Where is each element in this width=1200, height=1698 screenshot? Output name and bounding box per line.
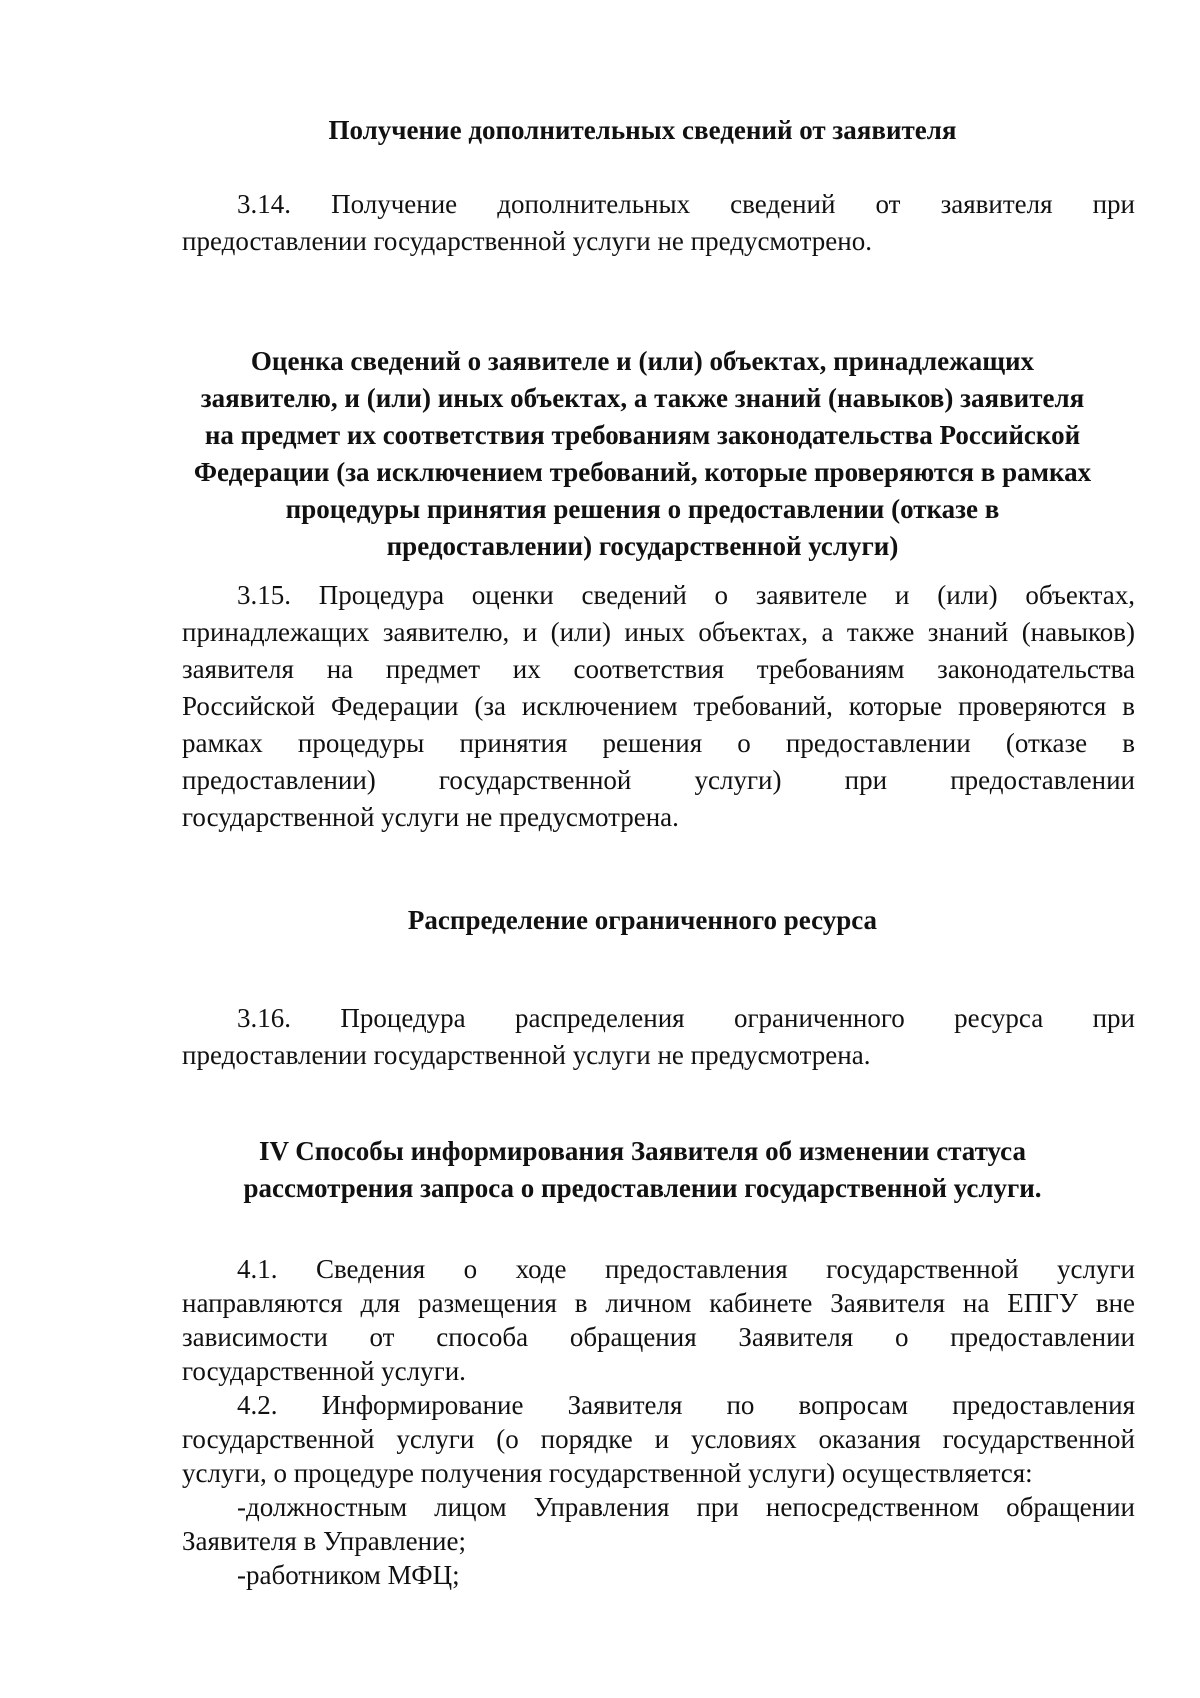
paragraph-4-1	[182, 1252, 1135, 1388]
paragraph-line: государственной услуги не предусмотрена.	[182, 802, 679, 832]
paragraph-line: предоставлении) государственной услуги) при предоставлении	[182, 765, 1135, 795]
paragraph-3-14	[182, 186, 1135, 260]
paragraph-line: 4.2. Информирование Заявителя по вопросам предоставления	[237, 1390, 1135, 1420]
heading-line: Федерации (за исключением требований, которые проверяются в рамках	[193, 457, 1092, 487]
paragraph-line: государственной услуги.	[182, 1356, 466, 1386]
heading-additional-info: Получение дополнительных сведений от заявителя	[328, 115, 957, 145]
paragraph-line: услуги, о процедуре получения государственной услуги) осуществляется:	[182, 1458, 1033, 1488]
paragraph-bullet-2	[182, 1558, 1135, 1592]
heading-line: процедуры принятия решения о предоставлении (отказе в	[285, 494, 1000, 524]
paragraph-line: Российской Федерации (за исключением требований, которые проверяются в	[182, 691, 1135, 721]
heading-line: рассмотрения запроса о предоставлении государственной услуги.	[243, 1173, 1042, 1203]
paragraph-line: -работником МФЦ;	[237, 1560, 460, 1590]
paragraph-line: 3.14. Получение дополнительных сведений от заявителя при	[237, 189, 1135, 219]
paragraph-line: государственной услуги (о порядке и условиях оказания государственной	[182, 1424, 1135, 1454]
paragraph-3-15	[182, 577, 1135, 836]
heading-line: на предмет их соответствия требованиям законодательства Российской	[204, 420, 1081, 450]
heading-line: заявителю, и (или) иных объектах, а также знаний (навыков) заявителя	[200, 383, 1085, 413]
paragraph-line: зависимости от способа обращения Заявителя о предоставлении	[182, 1322, 1135, 1352]
paragraph-line: Заявителя в Управление;	[182, 1526, 466, 1556]
heading-assessment	[150, 343, 1135, 565]
paragraph-3-16	[182, 1000, 1135, 1074]
heading-section-iv	[150, 1133, 1135, 1207]
paragraph-line: заявителя на предмет их соответствия требованиям законодательства	[182, 654, 1135, 684]
paragraph-line: рамках процедуры принятия решения о предоставлении (отказе в	[182, 728, 1135, 758]
paragraph-bullet-1	[182, 1490, 1135, 1558]
paragraph-line: 3.16. Процедура распределения ограниченного ресурса при	[237, 1003, 1135, 1033]
heading-line: Оценка сведений о заявителе и (или) объектах, принадлежащих	[250, 346, 1035, 376]
paragraph-line: принадлежащих заявителю, и (или) иных объектах, а также знаний (навыков)	[182, 617, 1135, 647]
paragraph-line: предоставлении государственной услуги не предусмотрено.	[182, 226, 872, 256]
paragraph-4-2	[182, 1388, 1135, 1490]
paragraph-line: 3.15. Процедура оценки сведений о заявителе и (или) объектах,	[237, 580, 1135, 610]
paragraph-line: предоставлении государственной услуги не предусмотрена.	[182, 1040, 871, 1070]
paragraph-line: 4.1. Сведения о ходе предоставления государственной услуги	[237, 1254, 1135, 1284]
paragraph-line: -должностным лицом Управления при непосредственном обращении	[237, 1492, 1135, 1522]
paragraph-line: направляются для размещения в личном кабинете Заявителя на ЕПГУ вне	[182, 1288, 1135, 1318]
heading-resource: Распределение ограниченного ресурса	[407, 905, 878, 935]
heading-line: предоставлении) государственной услуги)	[386, 531, 899, 561]
heading-line: IV Способы информирования Заявителя об изменении статуса	[258, 1136, 1026, 1166]
